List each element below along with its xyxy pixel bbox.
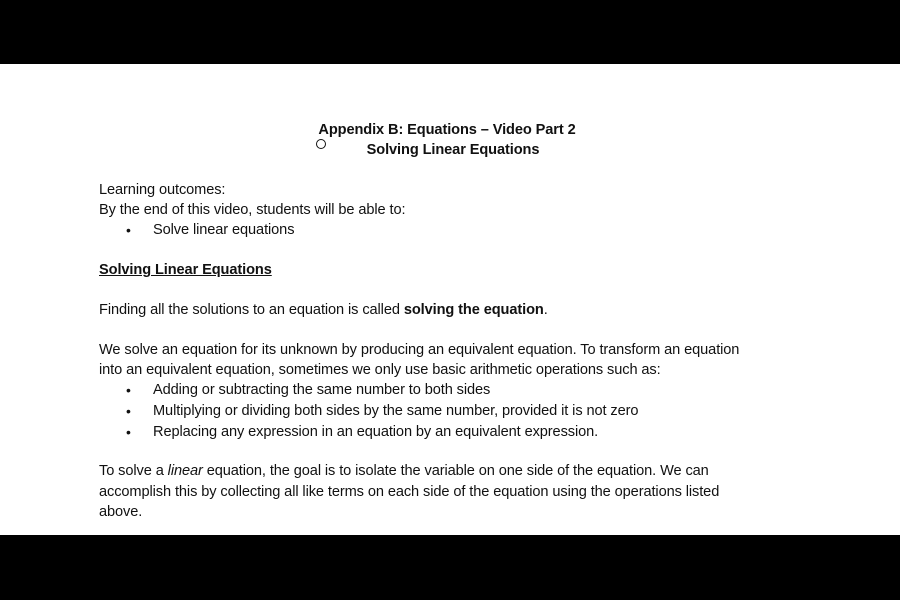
operation-item: Adding or subtracting the same number to both sides — [153, 382, 491, 398]
paragraph-2-line-2: into an equivalent equation, sometimes we only use basic arithmetic operations such as: — [99, 362, 661, 378]
bullet-icon: • — [126, 222, 131, 238]
document-page — [0, 64, 900, 535]
bullet-icon: • — [126, 382, 131, 398]
definition-paragraph — [99, 300, 548, 320]
title-line-2: Solving Linear Equations — [366, 142, 540, 158]
learning-outcomes-label: Learning outcomes: — [99, 182, 226, 198]
para3-prefix: To solve a — [99, 463, 168, 479]
operation-item: Replacing any expression in an equation by an equivalent expression. — [153, 424, 599, 440]
title-line-1: Appendix B: Equations – Video Part 2 — [318, 122, 576, 138]
letterbox-bottom — [0, 535, 900, 600]
letterbox-top — [0, 0, 900, 64]
definition-prefix: Finding all the solutions to an equation is called — [99, 302, 404, 318]
outcome-item: Solve linear equations — [153, 222, 295, 238]
paragraph-3-line-3: above. — [99, 504, 143, 520]
definition-term: solving the equation — [403, 302, 544, 318]
section-heading: Solving Linear Equations — [99, 262, 272, 278]
para3-rest: equation, the goal is to isolate the variable on one side of the equation. We can — [202, 463, 709, 479]
operation-item: Multiplying or dividing both sides by the same number, provided it is not zero — [153, 403, 639, 419]
bullet-icon: • — [126, 403, 131, 419]
mouse-cursor-ring-icon — [316, 139, 326, 149]
paragraph-3-line-1 — [99, 461, 709, 481]
paragraph-3-line-2: accomplish this by collecting all like terms on each side of the equation using the operations listed — [99, 484, 720, 500]
definition-suffix: . — [543, 302, 548, 318]
para3-italic-term: linear — [167, 463, 203, 479]
paragraph-2-line-1: We solve an equation for its unknown by producing an equivalent equation. To transform an equation — [99, 342, 740, 358]
outcomes-intro: By the end of this video, students will be able to: — [99, 202, 406, 218]
bullet-icon: • — [126, 424, 131, 440]
